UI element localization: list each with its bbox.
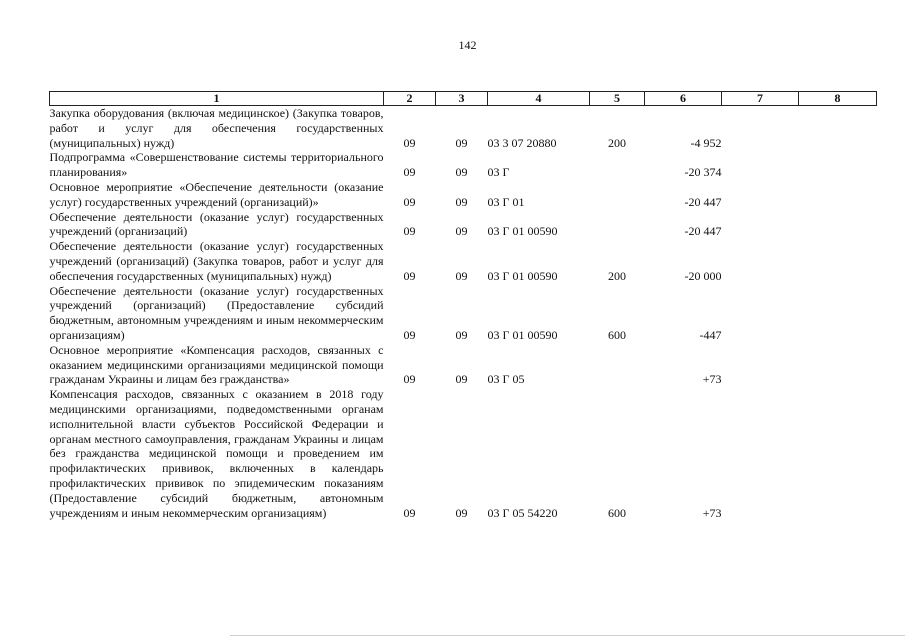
row-expense-type: 600 bbox=[608, 505, 626, 520]
row-subsection: 09 bbox=[455, 268, 468, 283]
row-col-8 bbox=[799, 106, 877, 151]
table-row bbox=[50, 387, 877, 520]
row-subsection: 09 bbox=[455, 194, 468, 209]
row-col-7 bbox=[722, 343, 799, 387]
row-description: Компенсация расходов, связанных с оказанием в 2018 году медицинскими организациями, подведомственными органам исполнительной власти субъектов Российской Федерации и органам местного самоуправления, гражданам Украины и лицам без гражданства медицинской помощи и проведением им профилактических прививок, включенных в календарь профилактических прививок по эпидемическим показаниям (Предоставление субсидий бюджетным, автономным учреждениям и иным некоммерческим организациям) bbox=[49, 387, 384, 520]
table-row bbox=[50, 284, 877, 343]
header-col-5: 5 bbox=[590, 92, 645, 106]
row-amount: -20 000 bbox=[684, 268, 722, 283]
row-target-code: 03 3 07 20880 bbox=[487, 135, 557, 150]
table-row bbox=[50, 239, 877, 283]
row-expense-type: 200 bbox=[608, 268, 626, 283]
row-expense-type bbox=[590, 210, 645, 240]
row-col-7 bbox=[722, 210, 799, 240]
row-col-8 bbox=[799, 180, 877, 210]
row-col-7 bbox=[722, 284, 799, 343]
row-description: Обеспечение деятельности (оказание услуг) государственных учреждений (организаций) bbox=[49, 209, 384, 239]
header-col-8: 8 bbox=[799, 92, 877, 106]
row-target-code: 03 Г 05 bbox=[487, 372, 525, 387]
row-target-code: 03 Г 01 bbox=[487, 194, 525, 209]
table-row bbox=[50, 106, 877, 151]
row-target-code: 03 Г 01 00590 bbox=[487, 268, 558, 283]
row-col-7 bbox=[722, 180, 799, 210]
table-header-row bbox=[50, 92, 877, 106]
bottom-rule bbox=[230, 635, 905, 636]
row-amount: -20 447 bbox=[684, 224, 722, 239]
header-col-7: 7 bbox=[722, 92, 799, 106]
row-target-code: 03 Г 01 00590 bbox=[487, 327, 558, 342]
row-section: 09 bbox=[403, 268, 416, 283]
row-target-code: 03 Г 05 54220 bbox=[487, 505, 558, 520]
header-col-6: 6 bbox=[645, 92, 722, 106]
row-section: 09 bbox=[403, 327, 416, 342]
row-description: Основное мероприятие «Обеспечение деятельности (оказание услуг) государственных учреждений (организаций)» bbox=[49, 179, 384, 209]
row-amount: +73 bbox=[702, 372, 722, 387]
row-col-8 bbox=[799, 150, 877, 180]
row-description: Закупка оборудования (включая медицинское) (Закупка товаров, работ и услуг для обеспечения государственных (муниципальных) нужд) bbox=[49, 106, 384, 150]
row-section: 09 bbox=[403, 194, 416, 209]
row-description: Основное мероприятие «Компенсация расходов, связанных с оказанием медицинскими организациями медицинской помощи гражданам Украины и лицам без гражданства» bbox=[49, 342, 384, 387]
row-subsection: 09 bbox=[455, 135, 468, 150]
row-col-8 bbox=[799, 343, 877, 387]
row-section: 09 bbox=[403, 224, 416, 239]
row-col-7 bbox=[722, 106, 799, 151]
row-section: 09 bbox=[403, 135, 416, 150]
row-subsection: 09 bbox=[455, 165, 468, 180]
row-expense-type bbox=[590, 150, 645, 180]
row-section: 09 bbox=[403, 165, 416, 180]
row-expense-type bbox=[590, 343, 645, 387]
row-col-8 bbox=[799, 239, 877, 283]
row-col-8 bbox=[799, 284, 877, 343]
row-amount: +73 bbox=[702, 505, 722, 520]
row-amount: -20 374 bbox=[684, 165, 722, 180]
row-section: 09 bbox=[403, 505, 416, 520]
header-col-3: 3 bbox=[436, 92, 488, 106]
row-target-code: 03 Г bbox=[487, 165, 510, 180]
header-col-4: 4 bbox=[488, 92, 590, 106]
table-row bbox=[50, 343, 877, 387]
row-expense-type: 200 bbox=[608, 135, 626, 150]
row-subsection: 09 bbox=[455, 224, 468, 239]
row-col-7 bbox=[722, 239, 799, 283]
row-description: Обеспечение деятельности (оказание услуг) государственных учреждений (организаций) (Предоставление субсидий бюджетным, автономным учреждениям и иным некоммерческим организациям) bbox=[49, 283, 384, 342]
row-description: Подпрограмма «Совершенствование системы территориального планирования» bbox=[49, 150, 384, 180]
page-number: 142 bbox=[458, 38, 477, 52]
row-section: 09 bbox=[403, 372, 416, 387]
row-col-8 bbox=[799, 210, 877, 240]
row-expense-type bbox=[590, 180, 645, 210]
table-row bbox=[50, 180, 877, 210]
row-target-code: 03 Г 01 00590 bbox=[487, 224, 558, 239]
header-col-1: 1 bbox=[50, 92, 384, 106]
table-row bbox=[50, 210, 877, 240]
row-col-7 bbox=[722, 387, 799, 520]
row-subsection: 09 bbox=[455, 327, 468, 342]
row-subsection: 09 bbox=[455, 505, 468, 520]
table-row bbox=[50, 150, 877, 180]
budget-table bbox=[49, 91, 877, 520]
row-description: Обеспечение деятельности (оказание услуг) государственных учреждений (организаций) (Закупка товаров, работ и услуг для обеспечения государственных (муниципальных) нужд) bbox=[49, 239, 384, 283]
header-col-2: 2 bbox=[384, 92, 436, 106]
row-amount: -4 952 bbox=[690, 135, 722, 150]
row-amount: -447 bbox=[699, 327, 722, 342]
row-expense-type: 600 bbox=[608, 327, 626, 342]
row-col-7 bbox=[722, 150, 799, 180]
row-amount: -20 447 bbox=[684, 194, 722, 209]
row-subsection: 09 bbox=[455, 372, 468, 387]
row-col-8 bbox=[799, 387, 877, 520]
